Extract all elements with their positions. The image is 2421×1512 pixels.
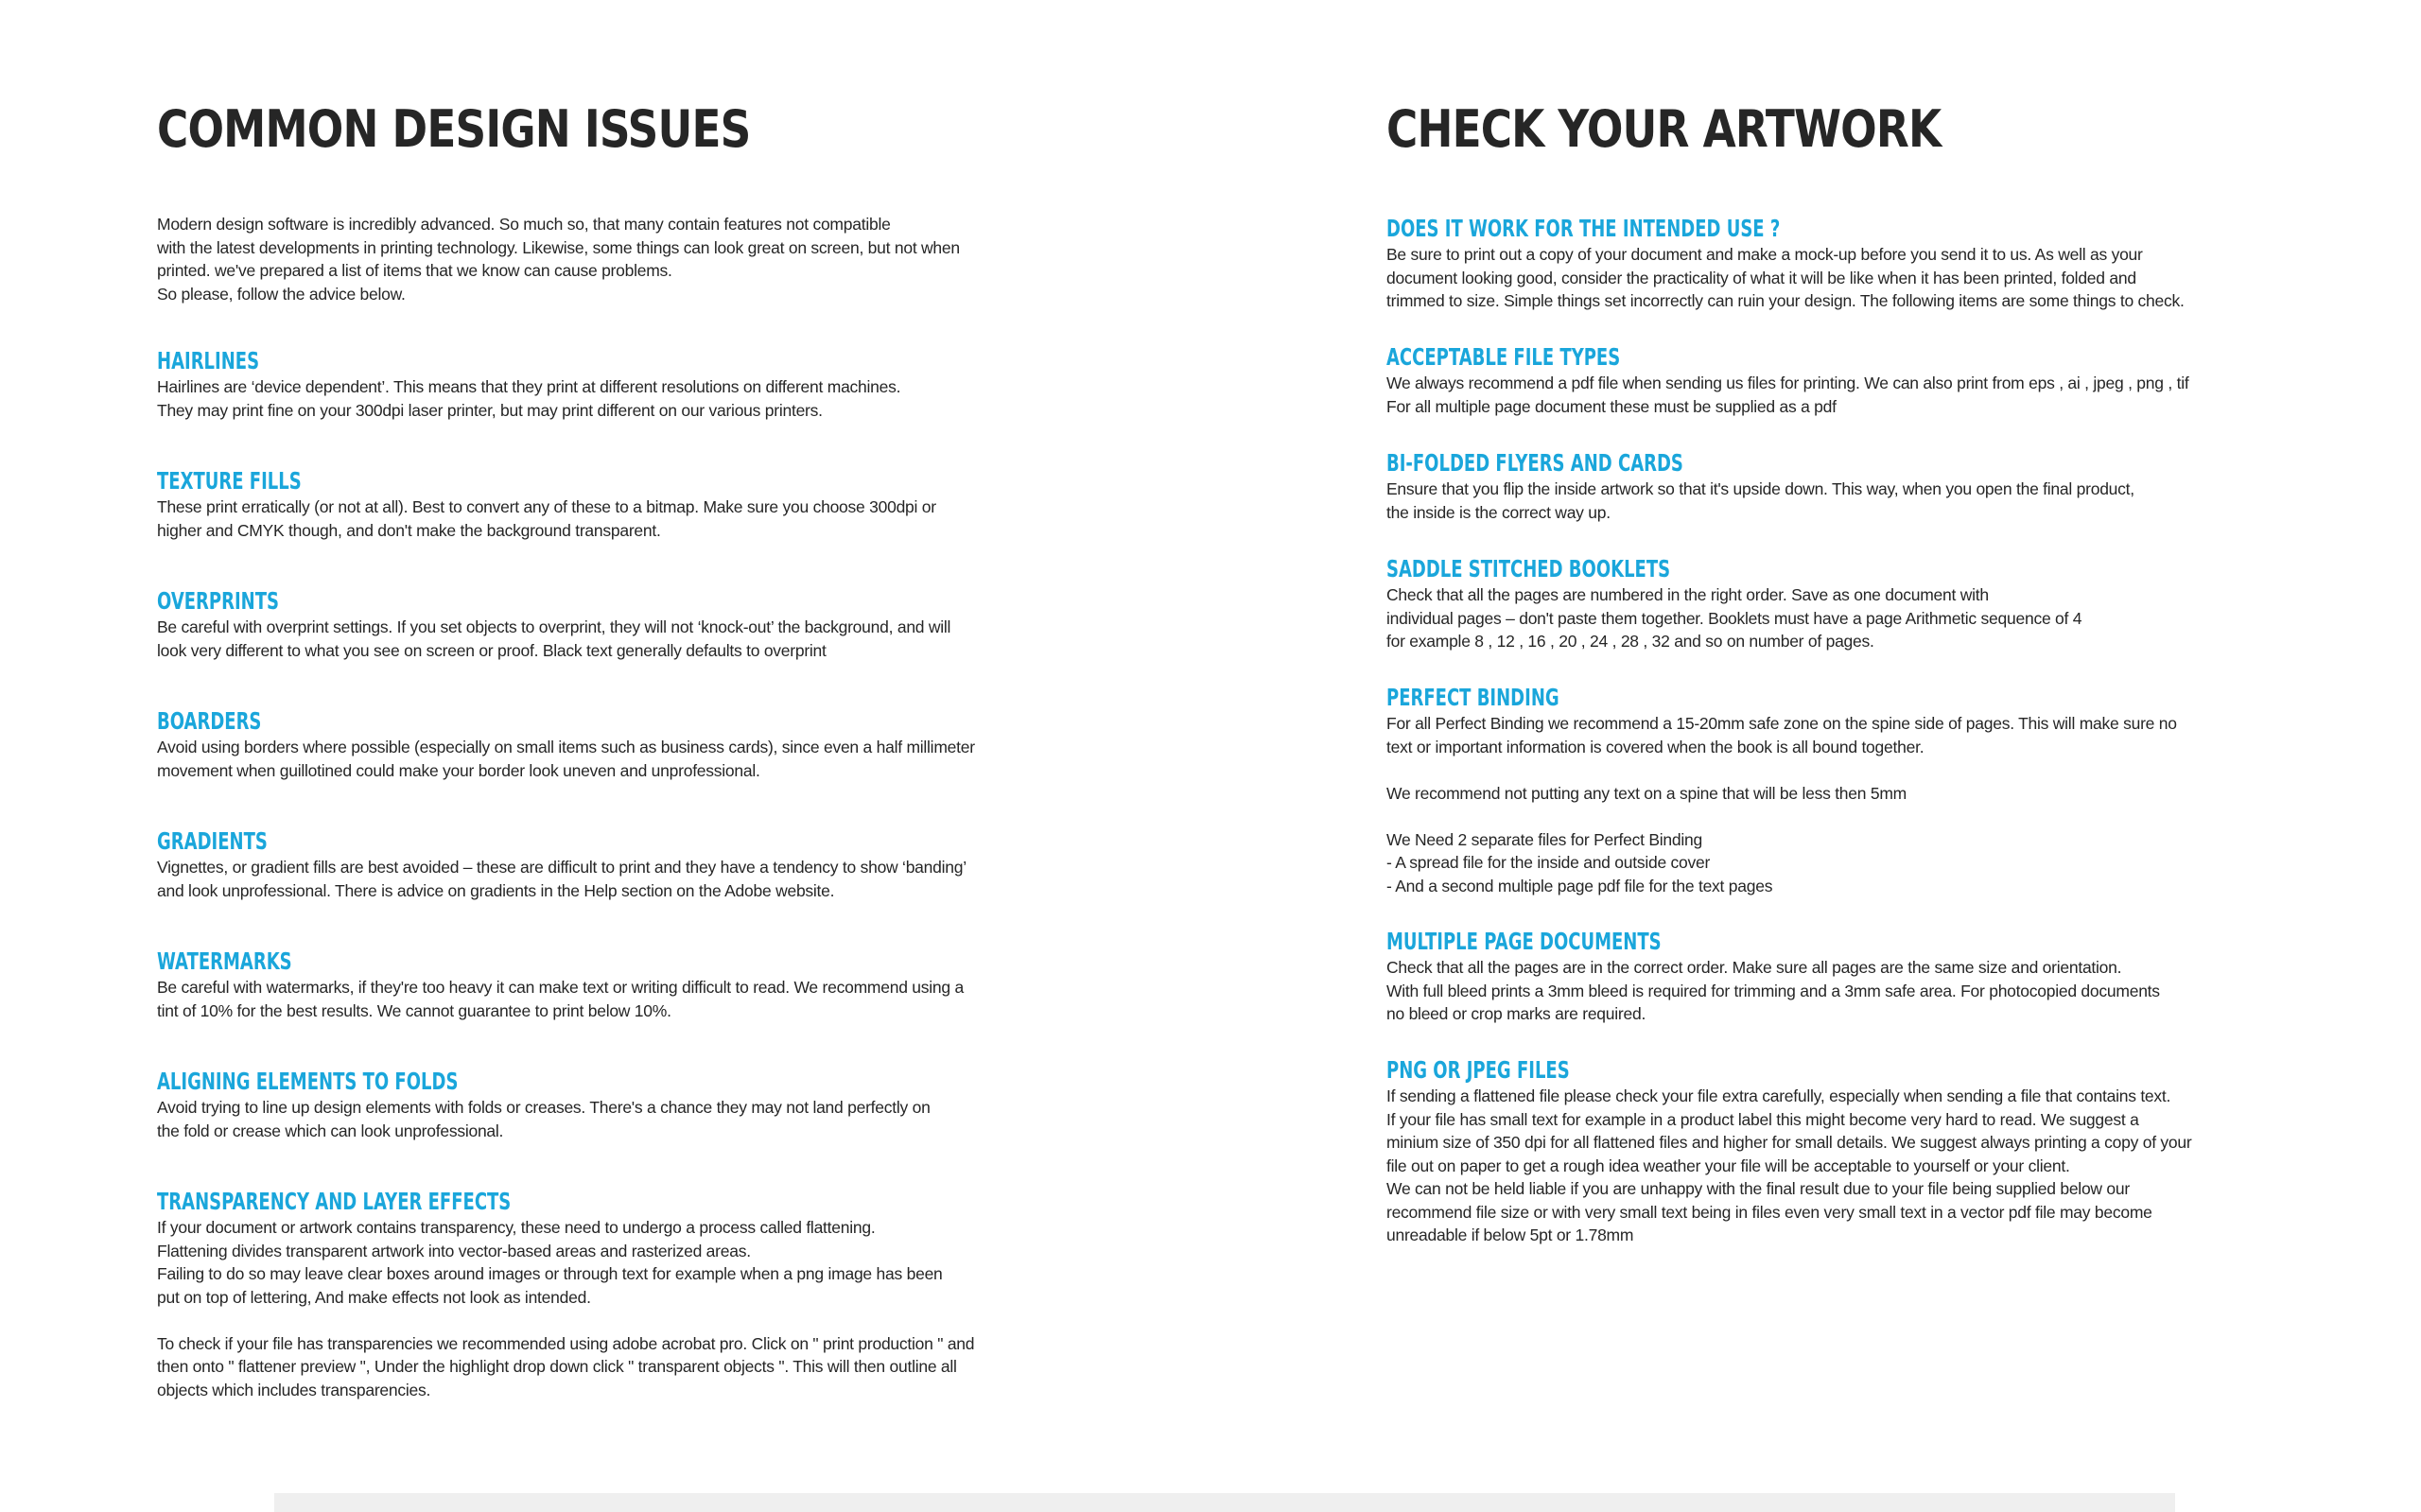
section-boarders [157,707,1065,782]
section-heading: MULTIPLE PAGE DOCUMENTS [1386,928,1662,955]
section-heading: ALIGNING ELEMENTS TO FOLDS [157,1068,459,1095]
section-body: Avoid trying to line up design elements with folds or creases. There's a chance they may not land perfectly on the fold or crease which can look unprofessional. [157,1098,931,1140]
section-heading: OVERPRINTS [157,587,279,615]
footer-bar [274,1493,2175,1512]
section-hairlines [157,347,1065,422]
section-body: If sending a flattened file please check your file extra carefully, especially when sending a file that contains text. If your file has small text for example in a product label this might become very hard to read. We suggest a minium size of 350 dpi for all flattened files and higher for small details. We suggest always printing a copy of your file out on paper to get a rough idea weather your file will be acceptable to yourself or your client. We can not be held liable if you are unhappy with the final result due to your file being supplied below our recommend file size or with very small text being in files even very small text in a vector pdf file may become unreadable if below 5pt or 1.78mm [1386,1086,2192,1244]
section-perfect-binding [1386,684,2294,897]
section-body: These print erratically (or not at all). Best to convert any of these to a bitmap. Make sure you choose 300dpi or higher and CMYK though, and don't make the background transparent. [157,497,936,540]
section-heading: PERFECT BINDING [1386,684,1559,711]
section-body: We always recommend a pdf file when sending us files for printing. We can also print from eps , ai , jpeg , png , tif For all multiple page document these must be supplied as a pdf [1386,374,2189,416]
section-body: Be sure to print out a copy of your document and make a mock-up before you send it to us. As well as your document looking good, consider the practicality of what it will be like when it has been printed, folded and trimmed to size. Simple things set incorrectly can ruin your design. The following items are some things to check. [1386,245,2185,310]
section-gradients [157,827,1065,902]
section-heading: ACCEPTABLE FILE TYPES [1386,343,1621,371]
section-body: If your document or artwork contains transparency, these need to undergo a process called flattening. Flattening divides transparent artwork into vector-based areas and rasterized areas. Failing to do so may leave clear boxes around images or through text for example when a png image has been put on top of lettering, And make effects not look as intended. To check if your file has transparencies we recommended using adobe acrobat pro. Click on " print production " and then onto " flattener preview ", Under the highlight drop down click " transparent objects ". This will then outline all objects which includes transparencies. [157,1218,975,1399]
section-body: Be careful with watermarks, if they're too heavy it can make text or writing difficult to read. We recommend using a tint of 10% for the best results. We cannot guarantee to print below 10%. [157,978,964,1020]
section-heading: BOARDERS [157,707,262,735]
section-heading: TEXTURE FILLS [157,467,302,495]
section-body: For all Perfect Binding we recommend a 15-20mm safe zone on the spine side of pages. This will make sure no text or important information is covered when the book is all bound together. We recommend not putting any text on a spine that will be less then 5mm We Need 2 separate files for Perfect Binding - A spread file for the inside and outside cover - And a second multiple page pdf file for the text pages [1386,714,2177,895]
section-body: Hairlines are ‘device dependent’. This means that they print at different resolutions on different machines. They may print fine on your 300dpi laser printer, but may print different on our various printers. [157,377,901,420]
section-transparency [157,1188,1065,1401]
left-page-title: COMMON DESIGN ISSUES [157,99,751,159]
section-body: Check that all the pages are numbered in the right order. Save as one document with individual pages – don't paste them together. Booklets must have a page Arithmetic sequence of 4 for example 8 , 12 , 16 , 20 , 24 , 28 , 32 and so on number of pages. [1386,585,2082,651]
section-aligning-folds [157,1068,1065,1142]
right-page-title: CHECK YOUR ARTWORK [1386,99,1942,159]
section-heading: SADDLE STITCHED BOOKLETS [1386,555,1671,582]
section-body: Be careful with overprint settings. If you set objects to overprint, they will not ‘knock-out’ the background, and will look very different to what you see on screen or proof. Black text generally defaults to overprint [157,617,951,660]
section-heading: TRANSPARENCY AND LAYER EFFECTS [157,1188,512,1215]
section-heading: GRADIENTS [157,827,268,855]
section-heading: DOES IT WORK FOR THE INTENDED USE ? [1386,215,1781,242]
section-multiple-page [1386,928,2294,1026]
section-heading: HAIRLINES [157,347,260,374]
section-heading: WATERMARKS [157,947,292,975]
section-png-jpeg [1386,1056,2294,1247]
section-texture-fills [157,467,1065,542]
intro-paragraph: Modern design software is incredibly advanced. So much so, that many contain features not compatible with the latest developments in printing technology. Likewise, some things can look great on screen, but not when printed. we've prepared a list of items that we know can cause problems. So please, follow the advice below. [157,215,960,304]
section-heading: PNG OR JPEG FILES [1386,1056,1570,1084]
section-body: Check that all the pages are in the correct order. Make sure all pages are the same size and orientation. With full bleed prints a 3mm bleed is required for trimming and a 3mm safe area. For photocopied documents no bleed or crop marks are required. [1386,958,2160,1023]
section-body: Ensure that you flip the inside artwork so that it's upside down. This way, when you open the final product, the inside is the correct way up. [1386,479,2134,522]
section-file-types [1386,343,2294,418]
section-bi-folded [1386,449,2294,524]
section-overprints [157,587,1065,662]
section-watermarks [157,947,1065,1022]
section-saddle-stitched [1386,555,2294,653]
section-body: Vignettes, or gradient fills are best avoided – these are difficult to print and they have a tendency to show ‘banding’ and look unprofessional. There is advice on gradients in the Help section on the Adobe website. [157,858,967,900]
section-intended-use [1386,215,2294,313]
section-heading: BI-FOLDED FLYERS AND CARDS [1386,449,1683,477]
section-body: Avoid using borders where possible (especially on small items such as business cards), since even a half millimeter movement when guillotined could make your border look uneven and unprofessional. [157,738,975,780]
